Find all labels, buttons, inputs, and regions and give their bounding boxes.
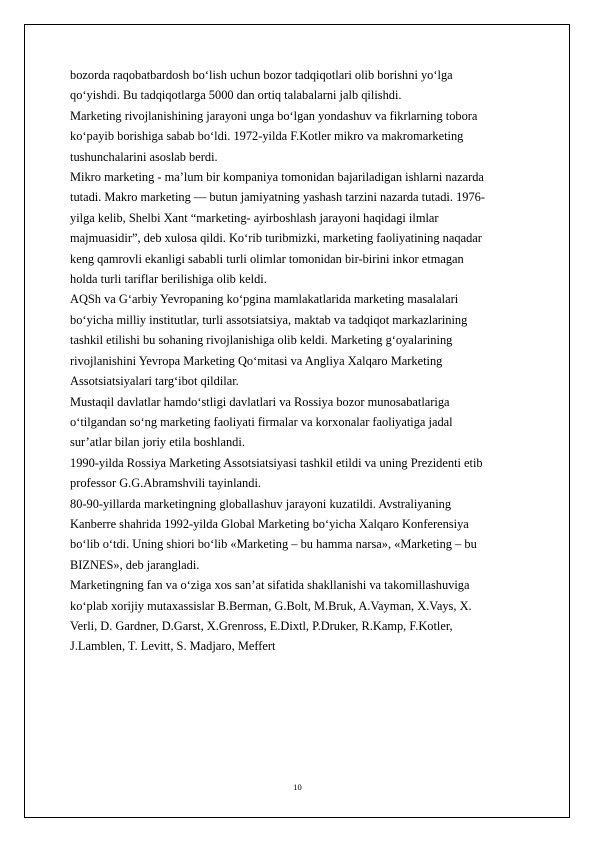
text-line: tutadi. Makro marketing — butun jamiyatning yashash tarzini nazarda tutadi. 1976- (70, 190, 485, 205)
text-line: Mustaqil davlatlar hamdo‘stligi davlatlari va Rossiya bozor munosabatlariga (70, 394, 450, 409)
text-line: BIZNES», deb jarangladi. (70, 557, 200, 572)
paragraph (70, 167, 548, 289)
text-line: Kanberre shahrida 1992-yilda Global Marketing bo‘yicha Xalqaro Konferensiya (70, 516, 469, 531)
text-line: rivojlanishini Yevropa Marketing Qo‘mitasi va Angliya Xalqaro Marketing (70, 353, 443, 368)
paragraph (70, 106, 548, 167)
text-line: majmuasidir”, deb xulosa qildi. Ko‘rib turibmizki, marketing faoliyatining naqadar (70, 231, 482, 246)
text-line: bozorda raqobatbardosh bo‘lish uchun bozor tadqiqotlari olib borishni yo‘lga (70, 68, 453, 82)
text-line: AQSh va G‘arbiy Yevropaning ko‘pgina mamlakatlarida marketing masalalari (70, 292, 459, 307)
text-line: holda turli tariflar berilishiga olib keldi. (70, 272, 267, 287)
text-line: ko‘plab xorijiy mutaxassislar B.Berman, G.Bolt, M.Bruk, A.Vayman, X.Vays, X. (70, 598, 472, 613)
text-line: Assotsiatsiyalari targ‘ibot qildilar. (70, 374, 239, 389)
text-line: yilga kelib, Shelbi Xant “marketing- ayirboshlash jarayoni haqidagi ilmlar (70, 210, 439, 225)
paragraph (70, 65, 548, 106)
text-line: sur’atlar bilan joriy etila boshlandi. (70, 435, 245, 450)
text-line: J.Lamblen, T. Levitt, S. Madjaro, Meffert (70, 639, 276, 654)
document-body (70, 65, 548, 657)
text-line: Marketing rivojlanishining jarayoni unga bo‘lgan yondashuv va fikrlarning tobora (70, 108, 478, 123)
text-line: bo‘lib o‘tdi. Uning shiori bo‘lib «Marketing – bu hamma narsa», «Marketing – bu (70, 537, 477, 552)
text-line: Mikro marketing - ma’lum bir kompaniya tomonidan bajariladigan ishlarni nazarda (70, 170, 484, 185)
text-line: professor G.G.Abramshvili tayinlandi. (70, 476, 261, 491)
paragraph (70, 494, 548, 576)
text-line: 80-90-yillarda marketingning globallashuv jarayoni kuzatildi. Avstraliyaning (70, 496, 452, 511)
text-line: keng qamrovli ekanligi sababli turli olimlar tomonidan bir-birini inkor etmagan (70, 251, 464, 266)
paragraph (70, 392, 548, 453)
text-line: bo‘yicha milliy institutlar, turli assotsiatsiya, maktab va tadqiqot markazlarining (70, 312, 468, 327)
text-line: tushunchalarini asoslab berdi. (70, 149, 218, 164)
text-line: ko‘payib borishiga sabab bo‘ldi. 1972-yilda F.Kotler mikro va makromarketing (70, 129, 464, 144)
text-line: tashkil etilishi bu sohaning rivojlanishiga olib keldi. Marketing g‘oyalarining (70, 333, 453, 348)
text-line: o‘tilgandan so‘ng marketing faoliyati firmalar va korxonalar faoliyatiga jadal (70, 414, 453, 429)
paragraph (70, 289, 548, 391)
text-line: 1990-yilda Rossiya Marketing Assotsiatsiyasi tashkil etildi va uning Prezidenti etib (70, 455, 483, 470)
paragraph (70, 453, 548, 494)
paragraph (70, 575, 548, 657)
text-line: Marketingning fan va o‘ziga xos san’at sifatida shakllanishi va takomillashuviga (70, 578, 470, 593)
text-line: qo‘yishdi. Bu tadqiqotlarga 5000 dan ortiq talabalarni jalb qilishdi. (70, 88, 402, 103)
page-number: 10 (293, 782, 302, 792)
text-line: Verli, D. Gardner, D.Garst, X.Grenross, E.Dixtl, P.Druker, R.Kamp, F.Kotler, (70, 618, 453, 633)
